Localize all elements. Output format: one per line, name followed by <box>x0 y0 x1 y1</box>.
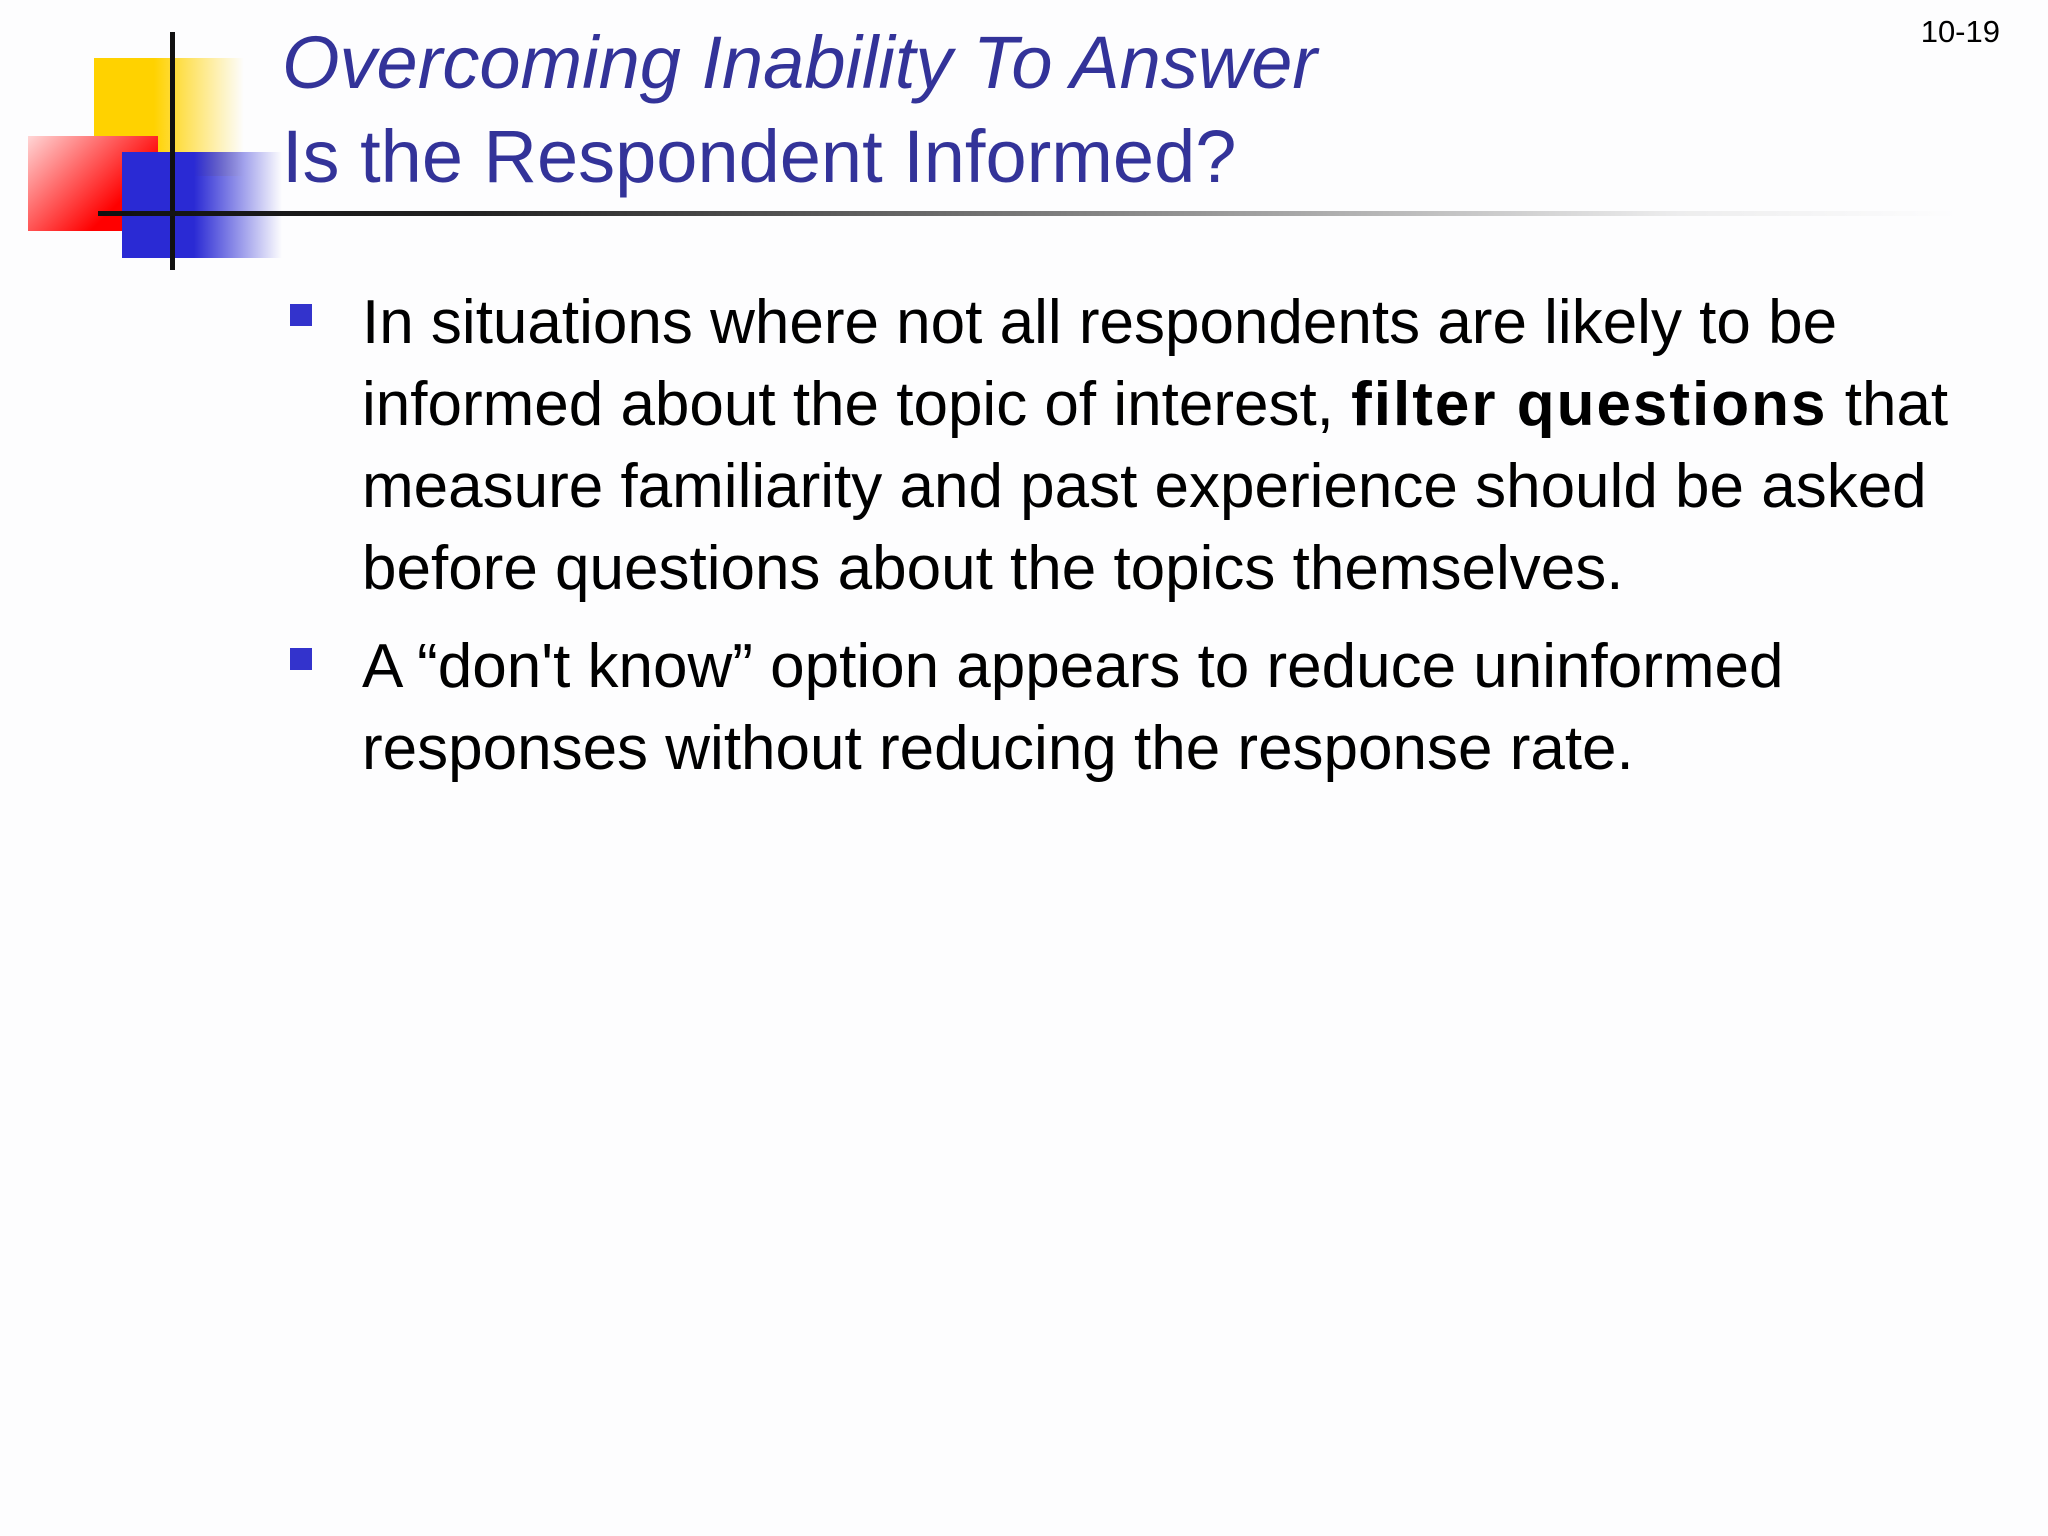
bullet-text: A “don't know” option appears to reduce uninformed responses without reducing the response rate. <box>362 632 1784 783</box>
bullet-item <box>290 626 2010 790</box>
decorative-squares-logo <box>0 0 300 280</box>
title-line-1: Overcoming Inability To Answer <box>282 21 1318 104</box>
title-line-2: Is the Respondent Informed? <box>282 115 1237 198</box>
page-number: 10-19 <box>1920 14 2000 49</box>
slide-title <box>282 16 1317 204</box>
vertical-rule <box>170 32 175 270</box>
bullet-text-before: In situations where not all respondents are likely to be informed about the topic of interest, <box>362 288 1838 439</box>
title-underline <box>98 211 1958 216</box>
blue-square <box>122 152 282 258</box>
bullet-list <box>290 282 2010 806</box>
bullet-bold-term: filter questions <box>1351 370 1828 439</box>
square-bullet-icon <box>290 304 312 326</box>
square-bullet-icon <box>290 648 312 670</box>
bullet-text-after: that measure familiarity and past experience should be asked before questions about the topics themselves. <box>362 370 1949 603</box>
bullet-item <box>290 282 2010 610</box>
